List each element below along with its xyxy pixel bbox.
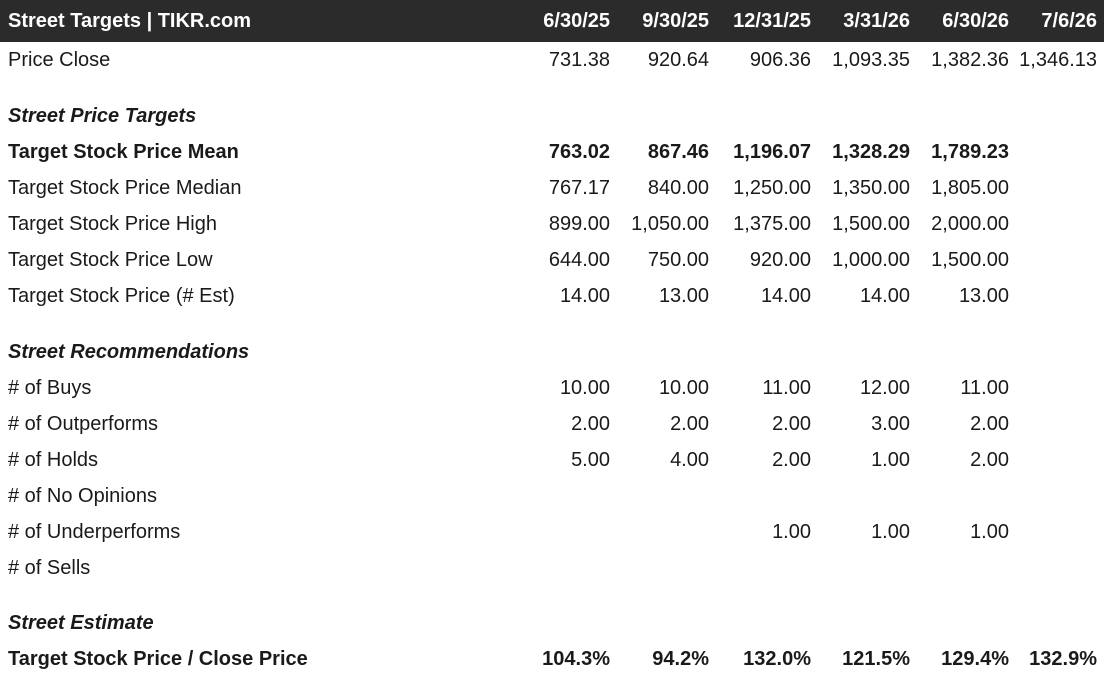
table-cell: 2.00	[772, 413, 811, 435]
table-cell: 2.00	[772, 449, 811, 471]
column-header-date: 6/30/26	[942, 10, 1009, 32]
table-cell: 2.00	[970, 449, 1009, 471]
table-title: Street Targets | TIKR.com	[8, 10, 252, 32]
table-row-holds	[0, 442, 1104, 478]
table-cell: 1,382.36	[931, 49, 1009, 71]
row-label: # of Sells	[8, 557, 91, 579]
table-cell: 14.00	[859, 285, 910, 307]
table-cell: 2.00	[571, 413, 610, 435]
table-row-underperforms	[0, 514, 1104, 550]
section-heading-price-targets: Street Price Targets	[8, 105, 197, 127]
table-cell: 763.02	[548, 141, 610, 163]
column-header-date: 9/30/25	[642, 10, 709, 32]
table-cell: 1.00	[871, 521, 910, 543]
table-cell: 1,500.00	[931, 249, 1009, 271]
table-cell: 10.00	[658, 377, 709, 399]
table-cell: 104.3%	[542, 648, 610, 670]
table-row-target-high	[0, 206, 1104, 242]
table-cell: 1,375.00	[733, 213, 811, 235]
table-cell: 132.9%	[1029, 648, 1097, 670]
column-header-date: 7/6/26	[1041, 10, 1097, 32]
table-row-outperforms	[0, 406, 1104, 442]
row-label: Price Close	[8, 49, 111, 71]
table-cell: 767.17	[548, 177, 610, 199]
table-row-target-est-count	[0, 278, 1104, 314]
table-cell: 750.00	[647, 249, 709, 271]
table-cell: 920.64	[647, 49, 709, 71]
row-label: Target Stock Price (# Est)	[8, 285, 235, 307]
table-cell: 129.4%	[941, 648, 1009, 670]
row-label: Target Stock Price Median	[8, 177, 242, 199]
table-cell: 132.0%	[743, 648, 811, 670]
table-cell: 14.00	[760, 285, 811, 307]
table-cell: 906.36	[749, 49, 811, 71]
table-cell: 5.00	[571, 449, 610, 471]
row-label: # of Underperforms	[8, 521, 181, 543]
table-row-buys	[0, 370, 1104, 406]
table-cell: 10.00	[559, 377, 610, 399]
row-label: # of Buys	[8, 377, 92, 399]
table-cell: 840.00	[647, 177, 709, 199]
table-cell: 1,000.00	[832, 249, 910, 271]
table-cell: 1,346.13	[1019, 49, 1097, 71]
table-cell: 121.5%	[842, 648, 910, 670]
row-label: Target Stock Price Mean	[8, 141, 239, 163]
table-row-target-median	[0, 170, 1104, 206]
table-cell: 899.00	[548, 213, 610, 235]
table-cell: 1.00	[871, 449, 910, 471]
table-cell: 1,328.29	[832, 141, 910, 163]
table-cell: 731.38	[548, 49, 610, 71]
section-heading-estimate: Street Estimate	[8, 612, 154, 634]
table-cell: 867.46	[647, 141, 709, 163]
table-cell: 12.00	[859, 377, 910, 399]
row-label: # of No Opinions	[8, 485, 157, 507]
table-cell: 13.00	[958, 285, 1009, 307]
table-cell: 644.00	[548, 249, 610, 271]
column-header-date: 3/31/26	[843, 10, 910, 32]
table-cell: 1,500.00	[832, 213, 910, 235]
table-cell: 3.00	[871, 413, 910, 435]
row-label: Target Stock Price Low	[8, 249, 213, 271]
table-cell: 1,196.07	[733, 141, 811, 163]
column-header-date: 12/31/25	[733, 10, 811, 32]
table-cell: 1,805.00	[931, 177, 1009, 199]
table-row-target-close-ratio	[0, 641, 1104, 677]
table-cell: 4.00	[670, 449, 709, 471]
table-cell: 2,000.00	[931, 213, 1009, 235]
table-cell: 2.00	[670, 413, 709, 435]
table-cell: 11.00	[960, 377, 1009, 399]
table-cell: 1,350.00	[832, 177, 910, 199]
row-label: # of Outperforms	[8, 413, 159, 435]
table-row-target-low	[0, 242, 1104, 278]
table-cell: 2.00	[970, 413, 1009, 435]
table-cell: 14.00	[559, 285, 610, 307]
table-row-price-close	[0, 42, 1104, 78]
column-header-date: 6/30/25	[543, 10, 610, 32]
table-cell: 920.00	[749, 249, 811, 271]
table-cell: 11.00	[762, 377, 811, 399]
row-label: Target Stock Price / Close Price	[8, 648, 308, 670]
table-cell: 13.00	[658, 285, 709, 307]
table-row-target-mean	[0, 134, 1104, 170]
row-label: # of Holds	[8, 449, 99, 471]
table-row-sells	[0, 550, 1104, 586]
table-row-no-opinions	[0, 478, 1104, 514]
table-cell: 94.2%	[652, 648, 709, 670]
table-header	[0, 0, 1104, 42]
table-cell: 1,093.35	[832, 49, 910, 71]
row-label: Target Stock Price High	[8, 213, 217, 235]
table-cell: 1,789.23	[931, 141, 1009, 163]
table-cell: 1,050.00	[631, 213, 709, 235]
table-cell: 1.00	[970, 521, 1009, 543]
table-cell: 1,250.00	[733, 177, 811, 199]
section-heading-recommendations: Street Recommendations	[8, 341, 250, 363]
table-cell: 1.00	[772, 521, 811, 543]
